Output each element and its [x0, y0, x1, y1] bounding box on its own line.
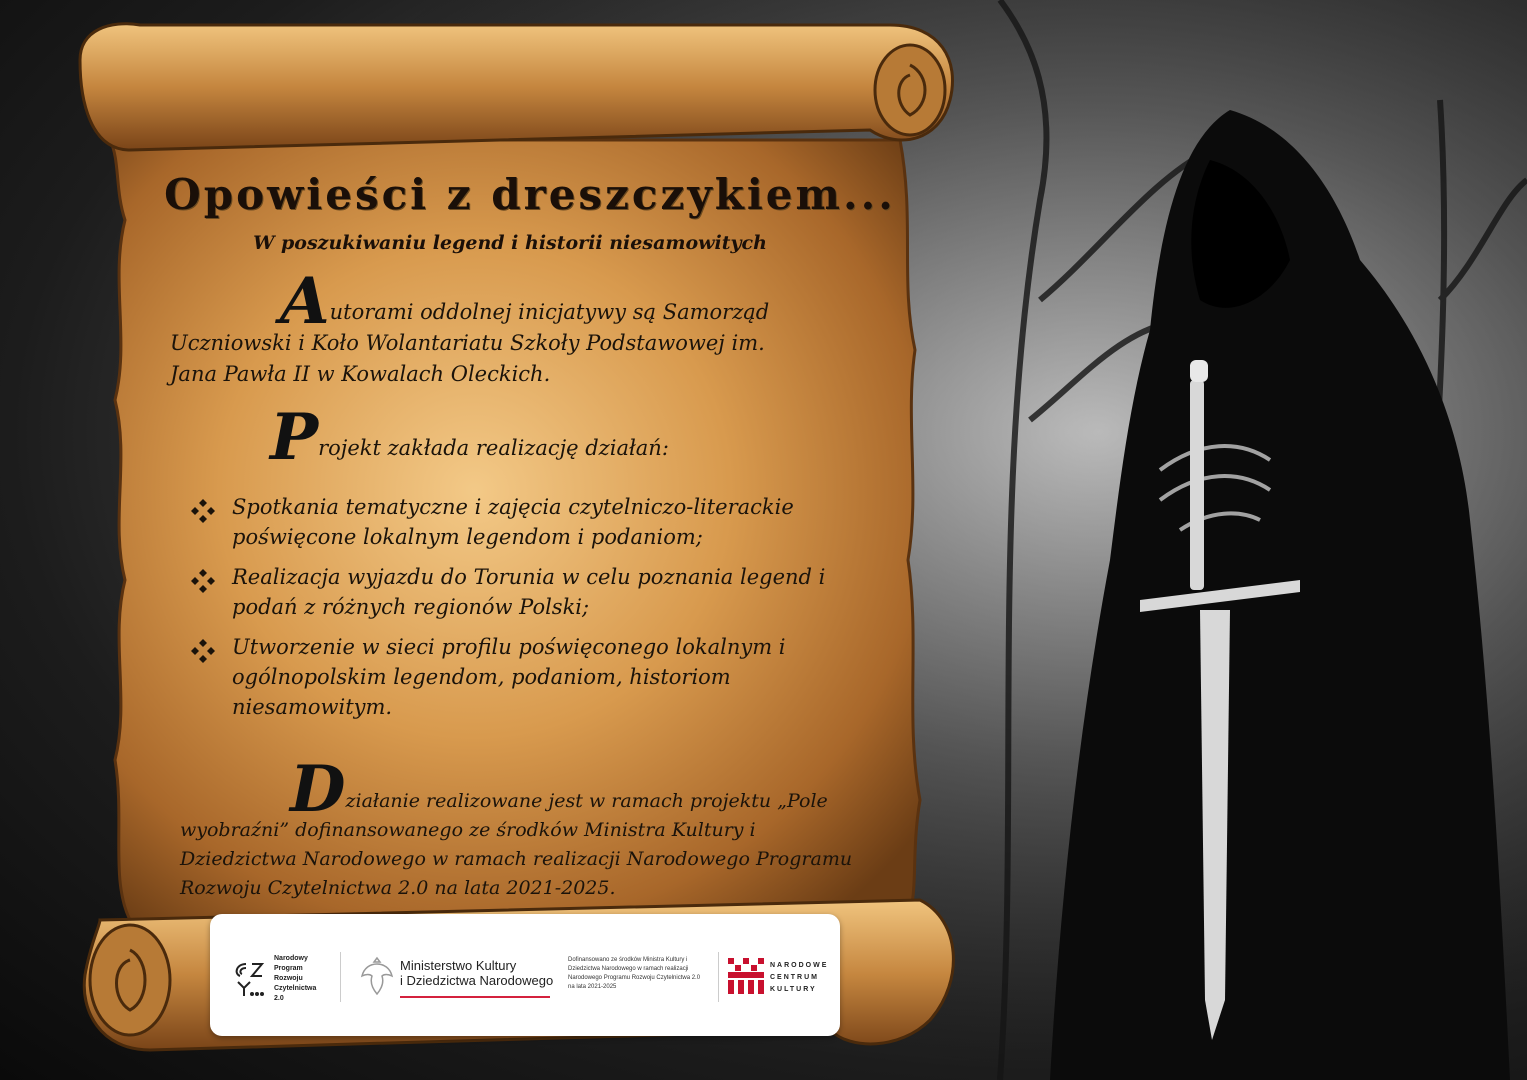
- parchment-scroll: [70, 20, 970, 1060]
- diamond-bullet-icon: [190, 568, 216, 594]
- list-item: [190, 562, 850, 622]
- project-text: rojekt zakłada realizację działań:: [318, 436, 669, 460]
- diamond-bullet-icon: [190, 638, 216, 664]
- npr-logo-text: Narodowy Program Rozwoju Czytelnictwa 2.0: [274, 955, 317, 1002]
- poster-subtitle: W poszukiwaniu legend i historii niesamowitych: [253, 232, 767, 254]
- nck-logo: [728, 954, 828, 1004]
- dropcap-d: D: [290, 752, 346, 827]
- authors-paragraph: [170, 264, 810, 390]
- sponsor-logo-bar: [210, 914, 840, 1036]
- list-item: [190, 632, 850, 722]
- ministry-logo: [360, 954, 560, 1004]
- bullet-text-1: Spotkania tematyczne i zajęcia czytelniczo-literackie poświęcone lokalnym legendom i podaniom;: [232, 495, 794, 549]
- funding-paragraph: [180, 752, 860, 903]
- logo-divider: [718, 952, 719, 1002]
- eagle-emblem-icon: [360, 954, 394, 998]
- poster-title: Opowieści z dreszczykiem...: [164, 170, 896, 219]
- authors-text: utorami oddolnej inicjatywy są Samorząd Uczniowski i Koło Wolantariatu Szkoły Podstawowej im. Jana Pawła II w Kowalach Oleckich.: [170, 300, 770, 386]
- bullet-text-2: Realizacja wyjazdu do Torunia w celu poznania legend i podań z różnych regionów Polski;: [232, 565, 826, 619]
- bullet-text-3: Utworzenie w sieci profilu poświęconego lokalnym i ogólnopolskim legendom, podaniom, historiom niesamowitym.: [232, 635, 786, 719]
- activities-list: [190, 492, 850, 732]
- nck-logo-text: NARODOWE CENTRUM KULTURY: [770, 962, 829, 993]
- npr-logo: [230, 950, 330, 1010]
- funding-note: Dofinansowano ze środków Ministra Kultury i Dziedzictwa Narodowego w ramach realizacji Narodowego Programu Rozwoju Czytelnictwa 2.0 na lata 2021-2025: [568, 957, 701, 990]
- ministry-logo-text: Ministerstwo Kultury i Dziedzictwa Narodowego: [400, 958, 554, 988]
- ministry-red-line: [400, 996, 550, 998]
- logo-divider: [340, 952, 341, 1002]
- nck-grid-icon: [728, 958, 764, 994]
- dropcap-p: P: [270, 400, 319, 475]
- npr-mark-icon: [230, 960, 266, 1000]
- project-paragraph: [270, 400, 830, 475]
- dropcap-a: A: [280, 264, 330, 339]
- diamond-bullet-icon: [190, 498, 216, 524]
- funding-paragraph-text: ziałanie realizowane jest w ramach projektu „Pole wyobraźni” dofinansowanego ze środków Ministra Kultury i Dziedzictwa Narodowego w ramach realizacji Narodowego Programu Rozwoju Czytelnictwa 2.0 na lata 2021-2025.: [180, 790, 853, 899]
- list-item: [190, 492, 850, 552]
